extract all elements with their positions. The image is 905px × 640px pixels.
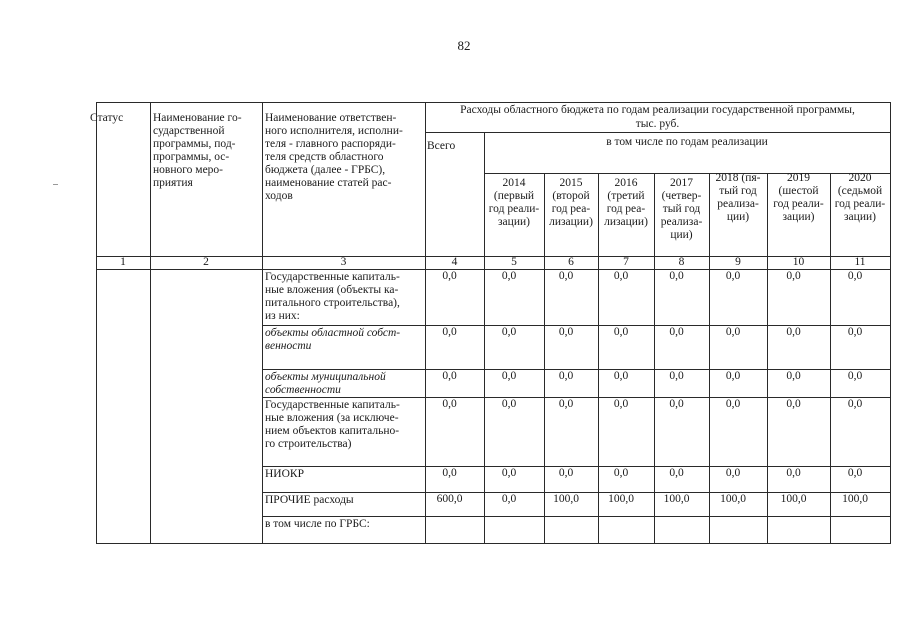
row-label: питального строительства),	[265, 297, 400, 309]
row-value: 100,0	[608, 493, 634, 505]
year-header-2015: год реа-	[551, 203, 591, 215]
year-header-2019: (шестой	[778, 185, 819, 197]
row-value: 600,0	[436, 493, 463, 505]
row-value: 0,0	[725, 467, 741, 479]
row-value: 0,0	[613, 326, 629, 338]
table-left-border	[96, 102, 97, 544]
row-value: 0,0	[442, 467, 457, 479]
row-value: 0,0	[501, 398, 517, 410]
row-label: ные вложения (объекты ка-	[265, 284, 399, 296]
row-value: 100,0	[720, 493, 746, 505]
row-value: 0,0	[501, 270, 517, 282]
column-number: 8	[678, 256, 685, 268]
program-name-header: программы, под-	[153, 138, 236, 150]
program-name-header: Наименование го-	[153, 112, 242, 124]
year-header-2015: 2015	[559, 177, 583, 189]
column-divider	[709, 173, 710, 543]
row-label: венности	[265, 340, 312, 352]
row-value: 0,0	[669, 467, 684, 479]
row-value: 0,0	[847, 398, 863, 410]
executor-header: Наименование ответствен-	[265, 112, 397, 124]
column-divider	[150, 102, 151, 543]
column-number: 4	[451, 256, 458, 268]
row-value: 0,0	[786, 326, 801, 338]
row-value: 0,0	[786, 467, 801, 479]
row-value: 0,0	[501, 370, 517, 382]
column-number: 6	[568, 256, 574, 268]
row-value: 0,0	[558, 326, 574, 338]
row-value: 0,0	[847, 370, 863, 382]
year-header-2018: 2018 (пя-	[715, 172, 761, 184]
program-name-header: программы, ос-	[153, 151, 230, 163]
expense-title-bottom-rule	[425, 132, 890, 133]
executor-header: теля средств областного	[265, 151, 384, 163]
executor-header: бюджета (далее - ГРБС),	[265, 164, 386, 176]
row-label: Государственные капиталь-	[265, 271, 400, 283]
row-value: 0,0	[613, 370, 629, 382]
row-value: 0,0	[442, 270, 457, 282]
row-value: 100,0	[842, 493, 868, 505]
year-header-2015: лизации)	[549, 216, 593, 228]
row-label: ПРОЧИЕ расходы	[265, 494, 354, 506]
page-number: 82	[457, 38, 471, 53]
program-name-header: сударственной	[153, 125, 225, 137]
column-number: 9	[735, 256, 741, 268]
year-header-2020: (седьмой	[837, 185, 883, 197]
year-header-2017: (четвер-	[661, 190, 702, 202]
row-value: 0,0	[786, 270, 801, 282]
year-header-2017: реализа-	[660, 216, 703, 228]
column-number: 1	[120, 256, 126, 268]
year-header-2019: год реали-	[773, 198, 824, 210]
year-header-2020: 2020	[848, 172, 872, 184]
column-divider	[830, 173, 831, 543]
executor-header: наименование статей рас-	[265, 177, 392, 189]
row-divider	[262, 516, 890, 517]
row-value: 0,0	[558, 270, 574, 282]
row-value: 0,0	[669, 326, 684, 338]
row-value: 0,0	[501, 493, 517, 505]
year-header-2014: (первый	[493, 190, 535, 202]
expense-header-title: Расходы областного бюджета по годам реализации государственной программы,	[460, 104, 855, 116]
row-label: ные вложения (за исключе-	[265, 412, 399, 424]
year-header-2020: зации)	[844, 211, 876, 223]
row-label: в том числе по ГРБС:	[265, 518, 370, 530]
column-divider	[767, 173, 768, 543]
year-header-2016: лизации)	[604, 216, 648, 228]
row-value: 0,0	[558, 398, 574, 410]
year-header-2018: тый год	[719, 185, 757, 197]
row-value: 0,0	[725, 370, 741, 382]
row-value: 0,0	[501, 326, 517, 338]
row-value: 0,0	[847, 270, 863, 282]
year-header-2018: ции)	[726, 211, 750, 223]
executor-header: ного исполнителя, исполни-	[265, 125, 403, 137]
year-header-2014: 2014	[502, 177, 526, 189]
margin-mark	[53, 184, 58, 185]
row-value: 0,0	[725, 270, 741, 282]
year-header-2016: год реа-	[606, 203, 646, 215]
total-header: Всего	[427, 140, 456, 152]
row-value: 0,0	[669, 398, 684, 410]
row-label: го строительства)	[265, 438, 352, 450]
year-header-2014: зации)	[498, 216, 530, 228]
column-number: 3	[340, 256, 347, 268]
by-year-header: в том числе по годам реализации	[606, 136, 768, 148]
executor-header: теля - главного распоряди-	[265, 138, 396, 150]
row-value: 0,0	[558, 370, 574, 382]
year-header-2020: год реали-	[834, 198, 886, 210]
row-label: Государственные капиталь-	[265, 399, 400, 411]
table-right-border	[890, 102, 891, 544]
year-header-2016: (третий	[607, 190, 645, 202]
column-number: 5	[511, 256, 517, 268]
year-header-2017: тый год	[662, 203, 701, 215]
row-value: 0,0	[442, 326, 457, 338]
executor-header: ходов	[265, 190, 293, 202]
column-divider	[262, 102, 263, 543]
row-value: 0,0	[847, 326, 863, 338]
column-number: 7	[623, 256, 629, 268]
row-value: 0,0	[669, 270, 684, 282]
row-value: 0,0	[442, 398, 457, 410]
row-value: 0,0	[613, 270, 629, 282]
row-value: 0,0	[669, 370, 684, 382]
row-label: объекты муниципальной	[265, 371, 386, 383]
column-number: 11	[854, 256, 866, 268]
row-value: 0,0	[725, 326, 741, 338]
row-label: нием объектов капитально-	[265, 425, 400, 437]
row-value: 100,0	[663, 493, 690, 505]
row-value: 0,0	[558, 467, 574, 479]
year-header-2018: реализа-	[717, 198, 759, 210]
row-label: из них:	[265, 310, 300, 322]
program-name-header: новного меро-	[153, 164, 224, 176]
table-bottom-border	[96, 543, 891, 544]
status-header: Статус	[90, 112, 124, 124]
column-number: 2	[203, 256, 209, 268]
row-value: 0,0	[847, 467, 863, 479]
column-divider	[425, 102, 426, 543]
year-header-2015: (второй	[552, 190, 590, 202]
program-name-header: приятия	[153, 177, 193, 189]
row-value: 100,0	[553, 493, 579, 505]
row-label: НИОКР	[265, 468, 304, 480]
year-header-2017: ции)	[670, 229, 693, 241]
year-header-2019: 2019	[787, 172, 810, 184]
row-label: объекты областной собст-	[265, 327, 401, 339]
year-header-2019: зации)	[782, 211, 815, 223]
row-value: 0,0	[613, 467, 629, 479]
row-label: собственности	[265, 384, 341, 396]
row-value: 0,0	[786, 370, 801, 382]
row-value: 0,0	[501, 467, 517, 479]
row-value: 0,0	[613, 398, 629, 410]
expense-header-title: тыс. руб.	[635, 118, 680, 130]
year-header-2014: год реали-	[488, 203, 540, 215]
year-header-2016: 2016	[614, 177, 638, 189]
row-value: 0,0	[442, 370, 457, 382]
column-number: 10	[792, 256, 805, 268]
year-header-2017: 2017	[670, 177, 693, 189]
row-value: 100,0	[780, 493, 807, 505]
row-value: 0,0	[725, 398, 741, 410]
row-value: 0,0	[786, 398, 801, 410]
